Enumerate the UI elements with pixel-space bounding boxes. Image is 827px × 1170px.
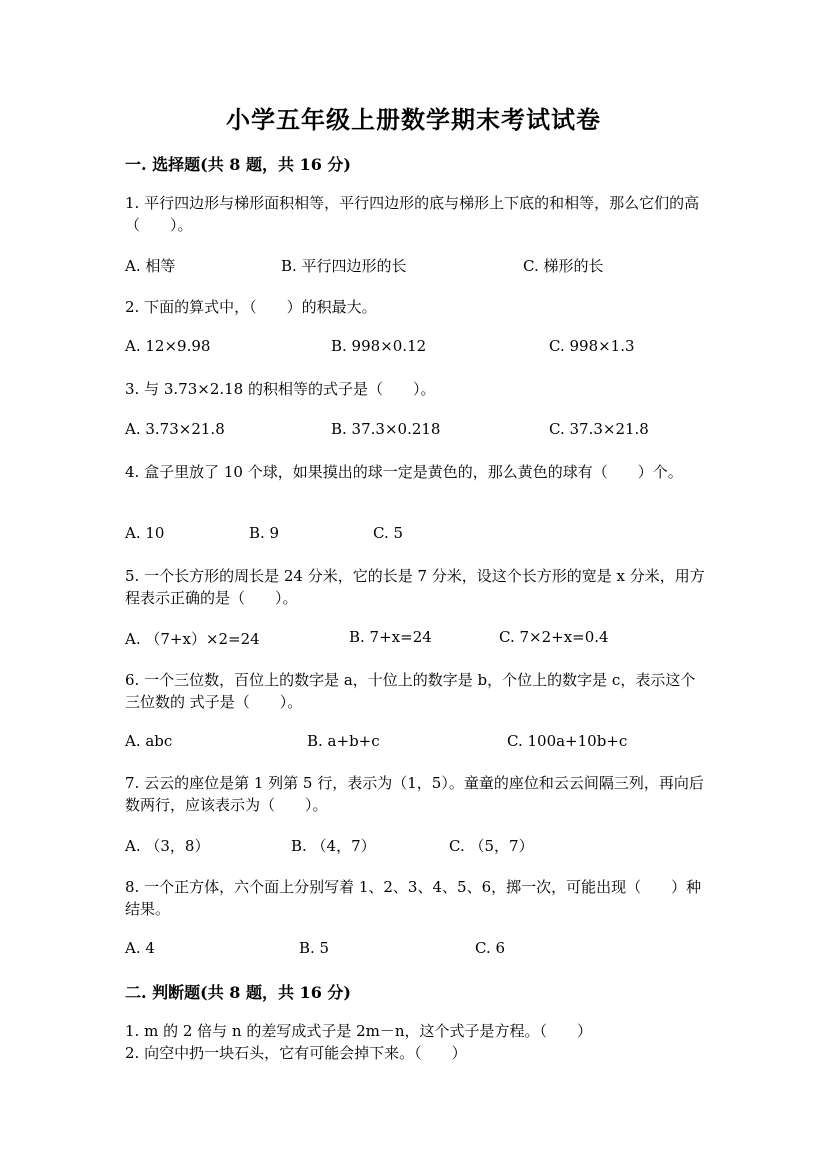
option-b: B. （4，7） [291,837,376,855]
option-c: C. 6 [475,939,506,957]
option-c: C. （5，7） [449,837,534,855]
option-b: B. 平行四边形的长 [281,257,407,275]
option-b: B. 37.3×0.218 [331,420,441,438]
option-a: A. （3，8） [125,837,210,855]
option-b: B. 5 [299,939,330,957]
options-row [125,732,725,754]
question-text: 2. 向空中扔一块石头，它有可能会掉下来。（ ） [125,1044,467,1062]
option-c: C. 5 [373,524,404,542]
question-text: 1. m 的 2 倍与 n 的差写成式子是 2m－n，这个式子是方程。（ ） [125,1022,593,1040]
option-b: B. 7+x=24 [349,628,432,646]
option-a: A. abc [125,732,173,750]
option-a: A. 相等 [125,257,176,275]
options-row [125,420,725,442]
question-text: 2. 下面的算式中，（ ）的积最大。 [125,298,377,316]
options-row [125,835,725,857]
exam-title: 小学五年级上册数学期末考试试卷 [226,105,601,134]
option-b: B. a+b+c [307,732,380,750]
option-c: C. 100a+10b+c [507,732,628,750]
question-text: 8. 一个正方体，六个面上分别写着 1、2、3、4、5、6，掷一次，可能出现（ ）种结果。 [125,878,702,918]
section-heading-choice: 一. 选择题(共 8 题，共 16 分) [125,155,351,174]
option-a: A. 12×9.98 [125,337,211,355]
option-a: A. 3.73×21.8 [125,420,225,438]
options-row [125,337,725,359]
options-row [125,524,725,546]
option-c: C. 998×1.3 [549,337,635,355]
question-text: 1. 平行四边形与梯形面积相等，平行四边形的底与梯形上下底的和相等，那么它们的高（ ）。 [125,194,700,234]
option-b: B. 9 [249,524,280,542]
option-a: A. 4 [125,939,155,957]
option-a: A. 10 [125,524,165,542]
option-c: C. 梯形的长 [523,257,604,275]
options-row [125,628,725,650]
option-a: A. （7+x）×2=24 [125,630,260,648]
option-c: C. 7×2+x=0.4 [499,628,609,646]
options-row [125,939,725,961]
question-text: 4. 盒子里放了 10 个球，如果摸出的球一定是黄色的，那么黄色的球有（ ）个。 [125,463,683,481]
question-text: 5. 一个长方形的周长是 24 分米，它的长是 7 分米，设这个长方形的宽是 x 分米，用方程表示正确的是（ ）。 [125,567,705,607]
question-text: 3. 与 3.73×2.18 的积相等的式子是（ ）。 [125,380,436,398]
question-text: 6. 一个三位数，百位上的数字是 a，十位上的数字是 b，个位上的数字是 c，表示这个三位数的 式子是（ ）。 [125,671,696,711]
options-row [125,255,725,277]
section-heading-judgement: 二. 判断题(共 8 题，共 16 分) [125,983,351,1002]
question-text: 7. 云云的座位是第 1 列第 5 行，表示为（1，5）。童童的座位和云云间隔三列，再向后数两行，应该表示为（ ）。 [125,774,704,814]
option-b: B. 998×0.12 [331,337,427,355]
option-c: C. 37.3×21.8 [549,420,649,438]
